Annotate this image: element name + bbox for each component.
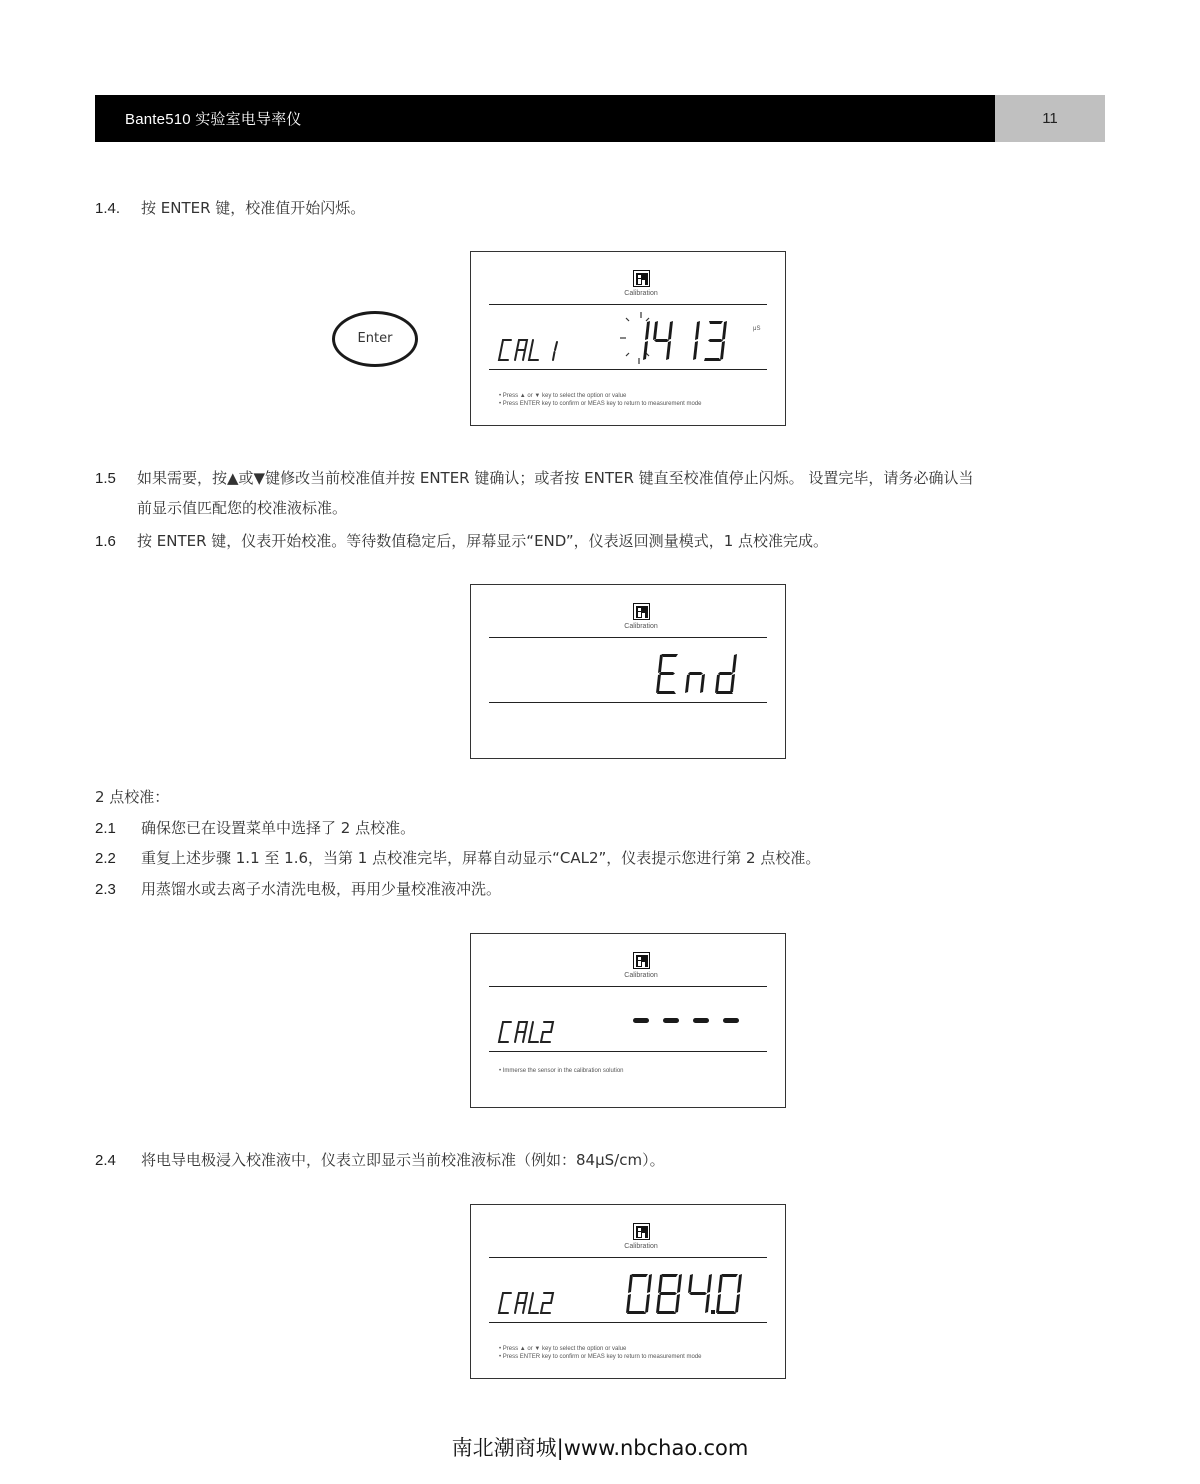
footer-watermark: 南北潮商城|www.nbchao.com (451, 1436, 749, 1460)
step-number: 2.2 (95, 850, 116, 867)
step-number: 2.4 (95, 1152, 116, 1169)
step-1-6 (95, 530, 828, 551)
divider (489, 986, 767, 987)
hint-line: • Press ENTER key to confirm or MEAS key to return to measurement mode (499, 1354, 702, 1360)
hint-list (499, 1345, 702, 1361)
calibration-icon (633, 603, 650, 620)
lcd-display-cal1 (470, 251, 786, 426)
step-2-4 (95, 1149, 665, 1170)
page-number: 11 (995, 95, 1105, 142)
two-point-heading (95, 786, 169, 807)
hint-line: • Press ▲ or ▼ key to select the option or value (499, 393, 627, 399)
calibration-icon (633, 1223, 650, 1240)
divider (489, 369, 767, 370)
divider (489, 702, 767, 703)
step-text: 重复上述步骤 1.1 至 1.6，当第 1 点校准完毕，屏幕自动显示“CAL2”，仪表提示您进行第 2 点校准。 (141, 849, 821, 867)
step-1-5 (95, 467, 973, 488)
mode-label: Calibration (624, 290, 658, 297)
hint-line: • Immerse the sensor in the calibration solution (499, 1068, 624, 1074)
calibration-icon (633, 952, 650, 969)
hint-list (499, 392, 702, 408)
lcd-value (626, 1273, 746, 1315)
lcd-display-cal2-value (470, 1204, 786, 1379)
enter-key-label: Enter (357, 331, 393, 346)
divider (489, 304, 767, 305)
lcd-value (641, 320, 751, 362)
hint-line: • Press ENTER key to confirm or MEAS key to return to measurement mode (499, 401, 702, 407)
step-text: 将电导电极浸入校准液中，仪表立即显示当前校准液标准（例如：84μS/cm）。 (141, 1151, 665, 1169)
step-text: 按 ENTER 键，仪表开始校准。等待数值稳定后，屏幕显示“END”，仪表返回测量模式，1 点校准完成。 (137, 532, 829, 550)
step-text: 按 ENTER 键，校准值开始闪烁。 (141, 199, 366, 217)
manual-title: Bante510 实验室电导率仪 (125, 111, 302, 128)
step-text: 如果需要，按▲或▼键修改当前校准值并按 ENTER 键确认；或者按 ENTER 键直至校准值停止闪烁。 设置完毕，请务必确认当 (137, 469, 974, 487)
hint-line: • Press ▲ or ▼ key to select the option or value (499, 1346, 627, 1352)
step-number: 1.4. (95, 200, 121, 217)
lcd-value-dashes (631, 1017, 741, 1025)
section-heading: 2 点校准： (95, 788, 170, 806)
step-text: 确保您已在设置菜单中选择了 2 点校准。 (141, 819, 416, 837)
lcd-value (656, 653, 746, 695)
step-2-1 (95, 817, 415, 838)
step-text: 用蒸馏水或去离子水清洗电极，再用少量校准液冲洗。 (141, 880, 502, 898)
lcd-display-cal2-waiting (470, 933, 786, 1108)
step-number: 1.5 (95, 470, 116, 487)
divider (489, 637, 767, 638)
lcd-display-end (470, 584, 786, 759)
mode-label: Calibration (624, 623, 658, 630)
step-2-2 (95, 847, 820, 868)
calibration-icon (633, 270, 650, 287)
divider (489, 1051, 767, 1052)
divider (489, 1257, 767, 1258)
step-1-4 (95, 197, 365, 218)
step-number: 2.3 (95, 881, 116, 898)
lcd-left-text (499, 1291, 559, 1315)
enter-key-illustration (332, 311, 418, 367)
step-text: 前显示值匹配您的校准液标准。 (137, 499, 348, 517)
step-number: 2.1 (95, 820, 116, 837)
divider (489, 1322, 767, 1323)
mode-label: Calibration (624, 1243, 658, 1250)
lcd-left-text (499, 1020, 559, 1044)
step-number: 1.6 (95, 533, 116, 550)
lcd-left-text (499, 338, 569, 362)
page-header (95, 95, 1105, 142)
mode-label: Calibration (624, 972, 658, 979)
step-2-3 (95, 878, 501, 899)
hint-list (499, 1067, 624, 1075)
step-1-5-continued (137, 497, 347, 518)
unit-label: μS (753, 326, 761, 332)
